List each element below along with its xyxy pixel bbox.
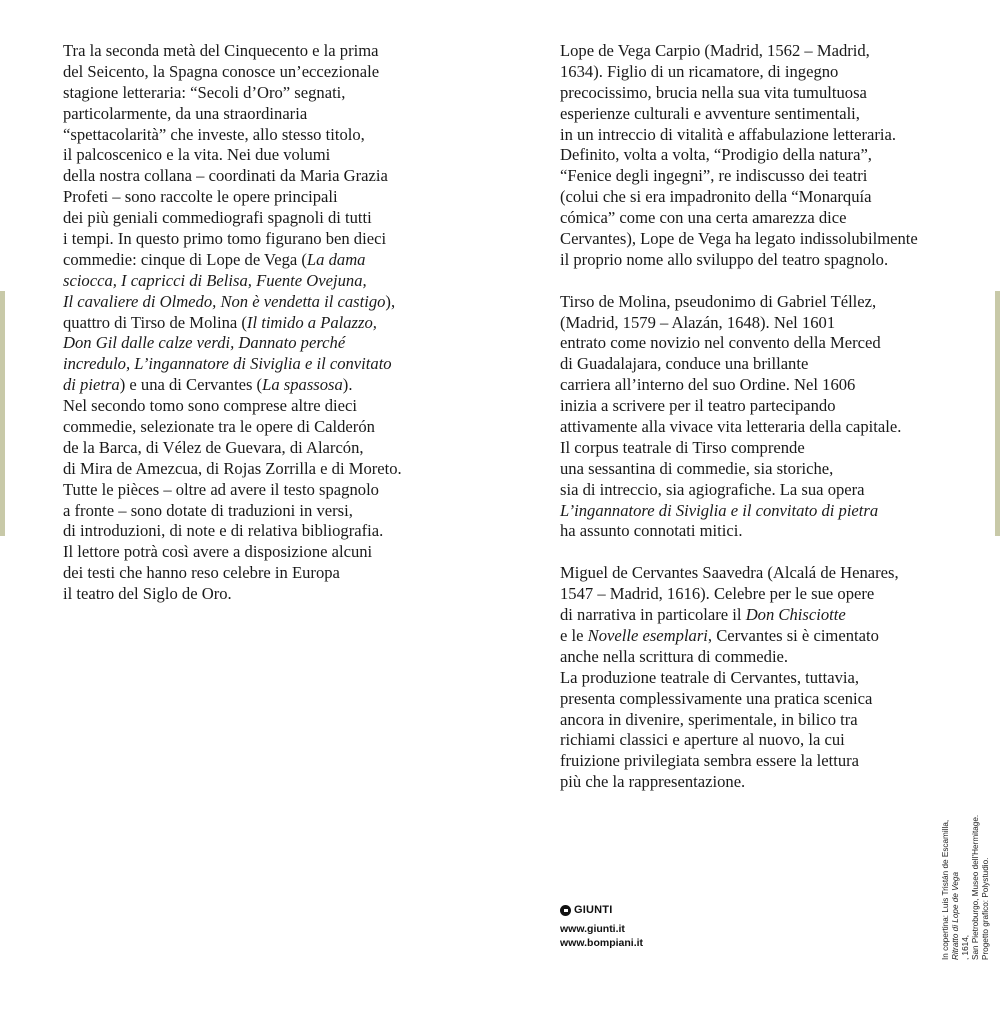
text-line <box>560 292 918 313</box>
text-line <box>560 626 918 647</box>
text-segment: Tutte le pièces – oltre ad avere il testo spagnolo <box>63 479 379 499</box>
left-text-column <box>63 41 402 605</box>
paragraph <box>560 563 918 793</box>
text-line <box>560 333 918 354</box>
text-line <box>560 605 918 626</box>
text-segment: il teatro del Siglo de Oro. <box>63 584 232 604</box>
text-line <box>63 62 402 83</box>
text-segment: di introduzioni, di note e di relativa bibliografia. <box>63 521 384 541</box>
text-line <box>63 229 402 250</box>
text-segment: della nostra collana – coordinati da Maria Grazia <box>63 166 388 186</box>
text-line <box>63 396 402 417</box>
text-line <box>560 375 918 396</box>
text-segment: il proprio nome allo sviluppo del teatro spagnolo. <box>560 249 889 269</box>
text-line <box>560 751 918 772</box>
text-line <box>63 542 402 563</box>
text-line <box>560 41 918 62</box>
text-line <box>560 229 918 250</box>
text-segment: Novelle esemplari <box>587 625 708 645</box>
text-line <box>560 166 918 187</box>
publisher-name: GIUNTI <box>574 904 613 916</box>
giunti-g-logo-icon <box>560 905 571 916</box>
text-segment: Don Chisciotte <box>745 605 846 625</box>
text-segment: ), <box>385 291 396 311</box>
text-segment: Don Gil dalle calze verdi, Dannato perché <box>63 333 346 353</box>
text-segment: ) e una di Cervantes ( <box>119 375 263 395</box>
text-segment: in un intreccio di vitalità e affabulazione letteraria. <box>560 124 897 144</box>
paragraph <box>560 41 918 271</box>
text-line <box>63 145 402 166</box>
text-line <box>560 83 918 104</box>
text-segment: di Guadalajara, conduce una brillante <box>560 354 809 374</box>
text-line <box>63 125 402 146</box>
text-line <box>63 354 402 375</box>
text-segment: inizia a scrivere per il teatro partecipando <box>560 396 836 416</box>
text-segment: di Mira de Amezcua, di Rojas Zorrilla e di Moreto. <box>63 458 402 478</box>
text-line <box>63 166 402 187</box>
text-segment: “Fenice degli ingegni”, re indiscusso dei teatri <box>560 166 868 186</box>
text-segment: Il lettore potrà così avere a disposizione alcuni <box>63 542 373 562</box>
text-segment: 1634). Figlio di un ricamatore, di ingegno <box>560 61 839 81</box>
text-segment: L’ingannatore di Siviglia e il convitato di pietra <box>560 500 879 520</box>
text-line <box>560 396 918 417</box>
text-line <box>560 104 918 125</box>
text-segment: “spettacolarità” che investe, allo stesso titolo, <box>63 124 365 144</box>
text-segment: esperienze culturali e avventure sentimentali, <box>560 103 860 123</box>
text-line <box>63 584 402 605</box>
left-edge-bar <box>0 291 5 536</box>
credit-line-cover <box>941 735 971 960</box>
text-line <box>560 145 918 166</box>
text-segment: a fronte – sono dotate di traduzioni in versi, <box>63 500 353 520</box>
text-segment: e le <box>560 625 588 645</box>
text-line <box>63 375 402 396</box>
text-segment: stagione letteraria: “Secoli d’Oro” segnati, <box>63 82 346 102</box>
text-line <box>63 292 402 313</box>
paragraph <box>560 292 918 543</box>
text-line <box>560 187 918 208</box>
text-line <box>63 333 402 354</box>
text-line <box>63 41 402 62</box>
right-edge-bar <box>995 291 1000 536</box>
text-segment: i tempi. In questo primo tomo figurano ben dieci <box>63 229 387 249</box>
text-line <box>63 250 402 271</box>
text-segment: precocissimo, brucia nella sua vita tumultuosa <box>560 82 867 102</box>
text-segment: anche nella scrittura di commedie. <box>560 646 789 666</box>
text-segment: Miguel de Cervantes Saavedra (Alcalá de Henares, <box>560 563 899 583</box>
text-line <box>63 83 402 104</box>
text-line <box>560 521 918 542</box>
text-segment: una sessantina di commedie, sia storiche, <box>560 458 834 478</box>
text-line <box>560 459 918 480</box>
text-line <box>560 313 918 334</box>
text-segment: ). <box>342 375 353 395</box>
publisher-urls <box>560 922 643 950</box>
text-line <box>560 647 918 668</box>
text-segment: quattro di Tirso de Molina ( <box>63 312 247 332</box>
text-line <box>63 417 402 438</box>
text-segment: più che la rappresentazione. <box>560 772 746 792</box>
text-line <box>560 438 918 459</box>
text-segment: sia di intreccio, sia agiografiche. La sua opera <box>560 479 865 499</box>
text-line <box>560 62 918 83</box>
publisher-brand <box>560 902 643 918</box>
text-line <box>560 208 918 229</box>
paragraph <box>63 41 402 605</box>
text-segment: fruizione privilegiata sembra essere la lettura <box>560 751 860 771</box>
text-line <box>63 438 402 459</box>
text-segment: sciocca, I capricci di Belisa, Fuente Ovejuna, <box>63 270 367 290</box>
credit-line-design <box>981 735 991 960</box>
text-segment: Definito, volta a volta, “Prodigio della natura”, <box>560 145 872 165</box>
text-line <box>560 125 918 146</box>
text-segment: Tra la seconda metà del Cinquecento e la prima <box>63 41 379 60</box>
text-line <box>560 584 918 605</box>
publisher-block <box>560 902 643 950</box>
text-line <box>63 313 402 334</box>
text-segment: dei testi che hanno reso celebre in Europa <box>63 563 340 583</box>
publisher-url-giunti[interactable]: www.giunti.it <box>560 923 625 935</box>
text-segment: Lope de Vega Carpio (Madrid, 1562 – Madrid, <box>560 41 870 60</box>
text-line <box>63 563 402 584</box>
text-segment: incredulo, L’ingannatore di Siviglia e il convitato <box>63 354 392 374</box>
text-segment: il palcoscenico e la vita. Nei due volumi <box>63 145 331 165</box>
text-segment: de la Barca, di Vélez de Guevara, di Alarcón, <box>63 437 364 457</box>
text-segment: Cervantes), Lope de Vega ha legato indissolubilmente <box>560 229 918 249</box>
credit-segment: , 1614, <box>961 934 970 960</box>
text-segment: (colui che si era impadronito della “Monarquía <box>560 187 872 207</box>
text-line <box>63 271 402 292</box>
credit-segment: San Pietroburgo, Museo dell’Hermitage. <box>971 814 980 960</box>
text-segment: La produzione teatrale di Cervantes, tuttavia, <box>560 667 860 687</box>
text-line <box>560 480 918 501</box>
text-segment: di pietra <box>63 375 120 395</box>
text-line <box>63 521 402 542</box>
text-line <box>63 501 402 522</box>
text-segment: 1547 – Madrid, 1616). Celebre per le sue opere <box>560 584 875 604</box>
credit-segment: In copertina: Luis Tristán de Escamilla, <box>941 819 950 960</box>
publisher-url-bompiani[interactable]: www.bompiani.it <box>560 937 644 949</box>
text-segment: , Cervantes si è cimentato <box>707 625 879 645</box>
text-segment: Il corpus teatrale di Tirso comprende <box>560 437 805 457</box>
text-line <box>560 501 918 522</box>
text-line <box>560 710 918 731</box>
text-line <box>560 730 918 751</box>
text-line <box>560 563 918 584</box>
text-segment: Nel secondo tomo sono comprese altre dieci <box>63 396 357 416</box>
text-segment: (Madrid, 1579 – Alazán, 1648). Nel 1601 <box>560 312 836 332</box>
text-segment: Tirso de Molina, pseudonimo di Gabriel Téllez, <box>560 291 877 311</box>
credit-line-museum <box>971 735 981 960</box>
text-line <box>560 772 918 793</box>
text-segment: La dama <box>306 249 366 269</box>
text-line <box>560 354 918 375</box>
text-line <box>560 417 918 438</box>
text-segment: Profeti – sono raccolte le opere principali <box>63 187 338 207</box>
text-line <box>63 187 402 208</box>
text-segment: commedie, selezionate tra le opere di Calderón <box>63 417 375 437</box>
credit-segment: Progetto grafico: Polystudio. <box>981 857 990 960</box>
text-line <box>63 480 402 501</box>
text-segment: Il cavaliere di Olmedo, Non è vendetta il castigo <box>63 291 386 311</box>
text-segment: dei più geniali commediografi spagnoli di tutti <box>63 208 372 228</box>
text-segment: di narrativa in particolare il <box>560 605 746 625</box>
text-segment: La spassosa <box>262 375 343 395</box>
text-segment: cómica” come con una certa amarezza dice <box>560 208 847 228</box>
text-segment: ha assunto connotati mitici. <box>560 521 743 541</box>
text-segment: richiami classici e aperture al nuovo, la cui <box>560 730 845 750</box>
cover-credits <box>941 735 990 960</box>
right-text-column <box>560 41 918 793</box>
text-segment: entrato come novizio nel convento della Merced <box>560 333 881 353</box>
text-line <box>63 459 402 480</box>
text-line <box>63 104 402 125</box>
text-segment: Il timido a Palazzo, <box>246 312 377 332</box>
text-segment: del Seicento, la Spagna conosce un’eccezionale <box>63 61 380 81</box>
text-line <box>560 689 918 710</box>
text-line <box>63 208 402 229</box>
credit-segment: Ritratto di Lope de Vega <box>951 872 960 960</box>
text-segment: particolarmente, da una straordinaria <box>63 103 308 123</box>
text-line <box>560 250 918 271</box>
text-segment: presenta complessivamente una pratica scenica <box>560 688 873 708</box>
text-segment: commedie: cinque di Lope de Vega ( <box>63 249 307 269</box>
text-line <box>560 668 918 689</box>
text-segment: carriera all’interno del suo Ordine. Nel 1606 <box>560 375 856 395</box>
text-segment: attivamente alla vivace vita letteraria della capitale. <box>560 417 902 437</box>
text-segment: ancora in divenire, sperimentale, in bilico tra <box>560 709 858 729</box>
